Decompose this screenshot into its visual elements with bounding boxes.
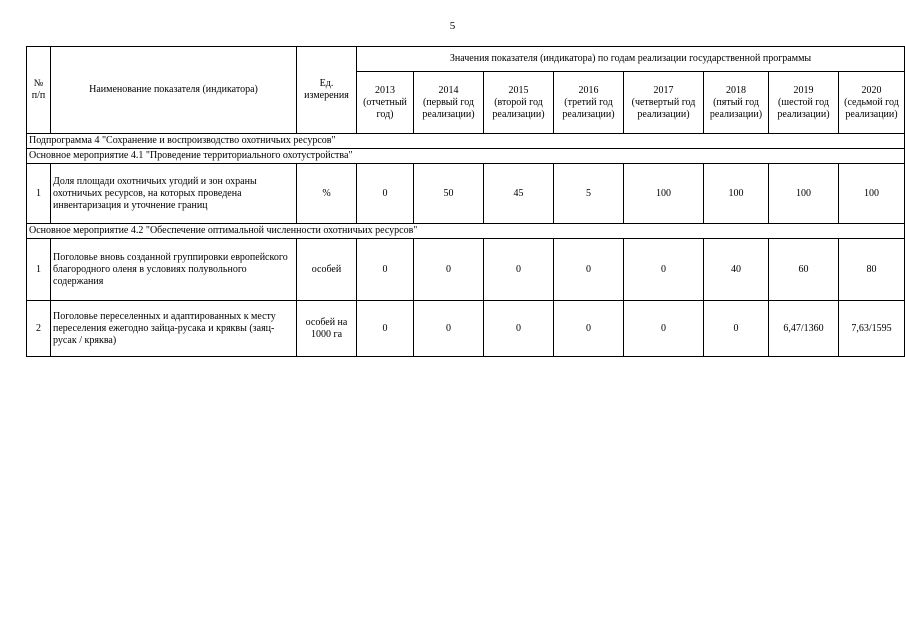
value-cell: 45 [484, 164, 554, 224]
year-header [414, 72, 484, 134]
year-label: 2015 [508, 84, 529, 96]
value-cell: 80 [839, 239, 905, 301]
year-note: (четвертый год реализации) [631, 96, 696, 120]
value-cell: 0 [484, 239, 554, 301]
table-row [27, 164, 905, 224]
year-label: 2013 [375, 84, 395, 96]
page-number: 5 [449, 20, 456, 32]
indicator-name: Доля площади охотничьих угодий и зон охраны охотничьих ресурсов, на которых проведена инвентаризация и уточнение границ [51, 164, 297, 224]
value-cell: 6,47/1360 [769, 301, 839, 357]
row-number: 2 [27, 301, 51, 357]
value-cell: 50 [414, 164, 484, 224]
unit-cell: особей [297, 239, 357, 301]
unit-cell: % [297, 164, 357, 224]
year-note: (второй год реализации) [492, 96, 545, 120]
value-cell: 100 [769, 164, 839, 224]
year-header [624, 72, 704, 134]
year-label: 2018 [726, 84, 746, 96]
header-values-title: Значения показателя (индикатора) по годам реализации государственной программы [357, 47, 905, 72]
year-label: 2014 [438, 84, 459, 96]
year-note: (шестой год реализации) [777, 96, 830, 120]
table-row [27, 239, 905, 301]
table-row [27, 301, 905, 357]
year-header [704, 72, 769, 134]
value-cell: 7,63/1595 [839, 301, 905, 357]
value-cell: 5 [554, 164, 624, 224]
year-header [357, 72, 414, 134]
year-label: 2016 [578, 84, 599, 96]
value-cell: 0 [704, 301, 769, 357]
year-note: (третий год реализации) [562, 96, 615, 120]
indicators-table [26, 46, 905, 357]
header-num: № п/п [27, 47, 51, 134]
header-unit: Ед. измерения [297, 47, 357, 134]
value-cell: 60 [769, 239, 839, 301]
indicator-name: Поголовье переселенных и адаптированных к месту переселения ежегодно зайца-русака и кряквы (заяц-русак / кряква) [51, 301, 297, 357]
value-cell: 0 [624, 239, 704, 301]
value-cell: 100 [624, 164, 704, 224]
unit-cell: особей на 1000 га [297, 301, 357, 357]
year-note: (первый год реализации) [422, 96, 475, 120]
year-header [554, 72, 624, 134]
header-name: Наименование показателя (индикатора) [51, 47, 297, 134]
value-cell: 40 [704, 239, 769, 301]
indicator-name: Поголовье вновь созданной группировки европейского благородного оленя в условиях полувольного содержания [51, 239, 297, 301]
value-cell: 0 [624, 301, 704, 357]
row-number: 1 [27, 164, 51, 224]
value-cell: 0 [554, 301, 624, 357]
value-cell: 0 [357, 164, 414, 224]
value-cell: 0 [484, 301, 554, 357]
year-header [769, 72, 839, 134]
year-label: 2020 [861, 84, 882, 96]
year-note: (пятый год реализации) [709, 96, 763, 120]
value-cell: 0 [414, 301, 484, 357]
value-cell: 100 [839, 164, 905, 224]
row-number: 1 [27, 239, 51, 301]
subprogram-title: Подпрограмма 4 "Сохранение и воспроизводство охотничьих ресурсов" [27, 134, 905, 149]
measure-4-1-title: Основное мероприятие 4.1 "Проведение территориального охотустройства" [27, 149, 905, 164]
value-cell: 100 [704, 164, 769, 224]
value-cell: 0 [414, 239, 484, 301]
year-note: (отчетный год) [363, 96, 407, 120]
value-cell: 0 [357, 239, 414, 301]
value-cell: 0 [554, 239, 624, 301]
year-header [484, 72, 554, 134]
measure-4-2-title: Основное мероприятие 4.2 "Обеспечение оптимальной численности охотничьих ресурсов" [27, 224, 905, 239]
year-note: (седьмой год реализации) [844, 96, 899, 120]
value-cell: 0 [357, 301, 414, 357]
year-label: 2017 [653, 84, 674, 96]
year-header [839, 72, 905, 134]
year-label: 2019 [793, 84, 814, 96]
